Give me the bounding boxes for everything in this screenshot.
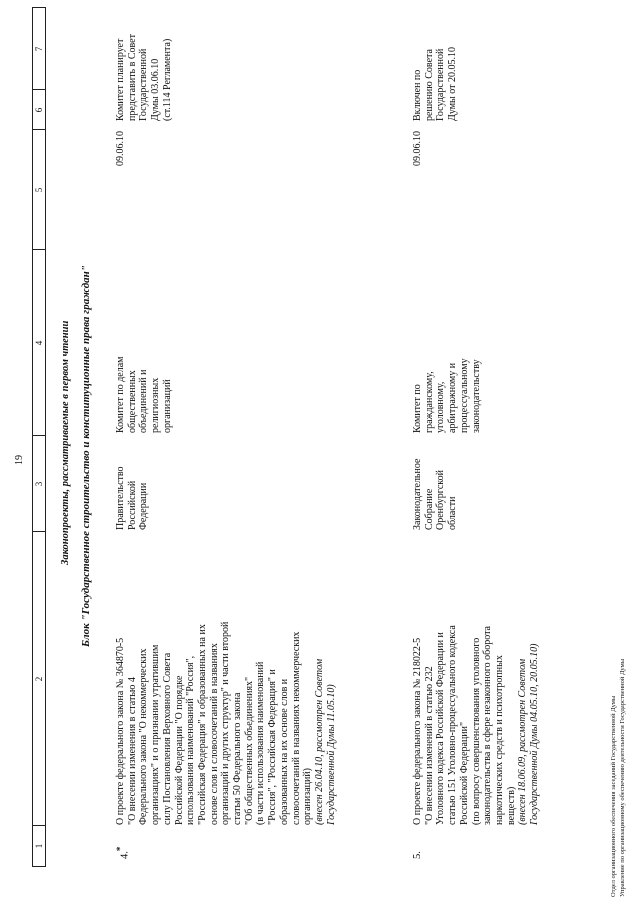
remark: Включен по решению Совета Государственной Думы от 20.05.10 [412, 47, 459, 121]
initiator: Правительство Российской Федерации [115, 466, 150, 530]
asterisk-marker: * [115, 846, 125, 852]
row-number: 5. [412, 851, 423, 859]
header-col-5: 5 [34, 187, 44, 193]
remark: Комитет планирует представить в Совет Государственной Думы 03.06.10 (ст.114 Регламента) [115, 34, 173, 121]
bill-desc: "О внесении изменений в статью 232 Уголовного кодекса Российской Федерации и статью 151 Уголовно-процессуального кодекса Российской Федерации" (по вопросу совершенствования уголовного законодательства в сфере незаконного оборота наркотических средств и психотропных веществ) [423, 625, 517, 825]
column-number-header [32, 7, 46, 867]
bill-note: (внесен 18.06.09, рассмотрен Советом Государственной Думы 04.05.10, 20.05.10) [517, 643, 541, 825]
footer-line-1: Отдел организационного обеспечения заседаний Государственной Думы [610, 695, 617, 897]
row-number: 4.* [115, 846, 131, 859]
bill-title-line: О проекте федерального закона № 218022-5 [412, 637, 423, 825]
bill-description [115, 622, 337, 825]
header-col-6: 6 [34, 107, 44, 113]
page-number: 19 [14, 455, 25, 465]
footer-line-2: Управление по организационному обеспечению деятельности Государственной Думы [619, 658, 626, 897]
header-col-1: 1 [34, 843, 44, 849]
date: 09.06.10 [115, 131, 126, 166]
bill-desc: "О внесении изменения в статью 4 Федерального закона "О некоммерческих организациях" и о признании утратившим силу Постановления Верховного Совета Российской Федерации "О порядке использования наименований "Россия", "Российская Федерация" и образованных на их основе слов и словосочетаний в названиях организаций и других структур" и части второй статьи 50 Федерального закона "Об общественных объединениях" (в части использования наименований "Россия", "Российская Федерация" и образованных на их основе слов и словосочетаний в названиях некоммерческих организаций) [126, 621, 314, 825]
bill-note: (внесен 26.04.10, рассмотрен Советом Государственной Думы 11.05.10) [313, 658, 337, 825]
block-title: Блок "Государственное строительство и конституционные права граждан" [80, 265, 92, 647]
responsible-committee: Комитет по гражданскому, уголовному, арбитражному и процессуальному законодательству [412, 358, 482, 433]
responsible-committee: Комитет по делам общественных объединений и религиозных организаций [115, 356, 173, 433]
initiator: Законодательное Собрание Оренбургской области [412, 458, 459, 530]
header-col-7: 7 [34, 46, 44, 52]
section-title: Законопроекты, рассматриваемые в первом чтении [60, 320, 71, 565]
header-col-4: 4 [34, 340, 44, 346]
header-col-3: 3 [34, 481, 44, 487]
bill-description [412, 625, 541, 825]
header-col-2: 2 [34, 676, 44, 682]
bill-title-line: О проекте федерального закона № 364870-5 [115, 637, 126, 825]
date: 09.06.10 [412, 131, 423, 166]
